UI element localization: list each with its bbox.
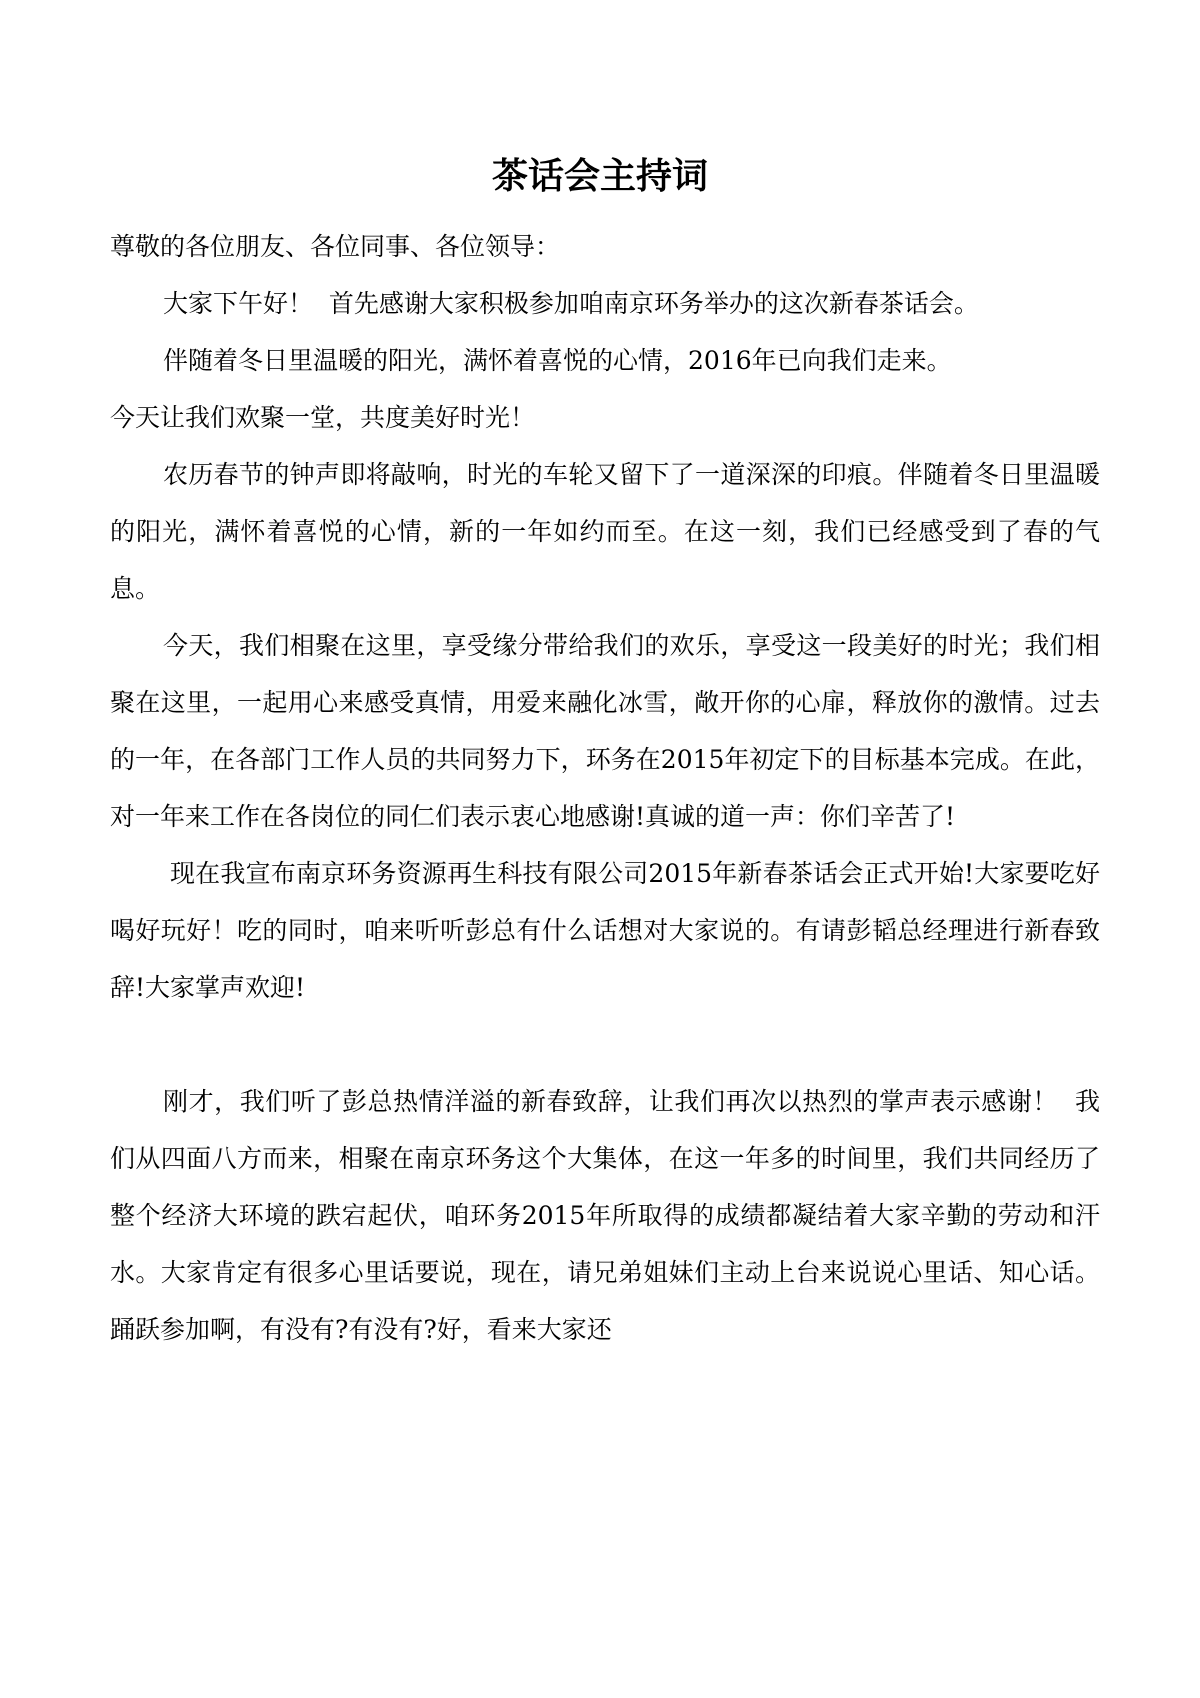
document-title: 茶话会主持词	[491, 155, 708, 197]
salutation: 尊敬的各位朋友、各位同事、各位领导：	[110, 232, 561, 261]
paragraph-gathering: 今天让我们欢聚一堂，共度美好时光！	[110, 403, 536, 432]
document-body	[110, 218, 1100, 1358]
paragraph-review: 今天，我们相聚在这里，享受缘分带给我们的欢乐，享受这一段美好的时光；我们相聚在这里，一起用心来感受真情，用爱来融化冰雪，敞开你的心扉，释放你的激情。过去的一年，在各部门工作人员的共同努力下，环务在2015年初定下的目标基本完成。在此，对一年来工作在各岗位的同仁们表示衷心地感谢!真诚的道一声：你们辛苦了!	[110, 631, 1100, 831]
paragraph-opening: 现在我宣布南京环务资源再生科技有限公司2015年新春茶话会正式开始!大家要吃好喝好玩好！吃的同时，咱来听听彭总有什么话想对大家说的。有请彭韬总经理进行新春致辞!大家掌声欢迎!	[110, 859, 1100, 1002]
paragraph-spacer	[110, 1016, 1100, 1073]
paragraph-spring-festival: 农历春节的钟声即将敲响，时光的车轮又留下了一道深深的印痕。伴随着冬日里温暖的阳光，满怀着喜悦的心情，新的一年如约而至。在这一刻，我们已经感受到了春的气息。	[110, 460, 1100, 603]
paragraph-new-year: 伴随着冬日里温暖的阳光，满怀着喜悦的心情，2016年已向我们走来。	[163, 346, 952, 375]
paragraph-greeting: 大家下午好！ 首先感谢大家积极参加咱南京环务举办的这次新春茶话会。	[163, 289, 979, 318]
paragraph-after-speech: 刚才，我们听了彭总热情洋溢的新春致辞，让我们再次以热烈的掌声表示感谢！ 我们从四面八方而来，相聚在南京环务这个大集体，在这一年多的时间里，我们共同经历了整个经济大环境的跌宕起伏，咱环务2015年所取得的成绩都凝结着大家辛勤的劳动和汗水。大家肯定有很多心里话要说，现在，请兄弟姐妹们主动上台来说说心里话、知心话。踊跃参加啊，有没有?有没有?好，看来大家还	[110, 1087, 1100, 1344]
